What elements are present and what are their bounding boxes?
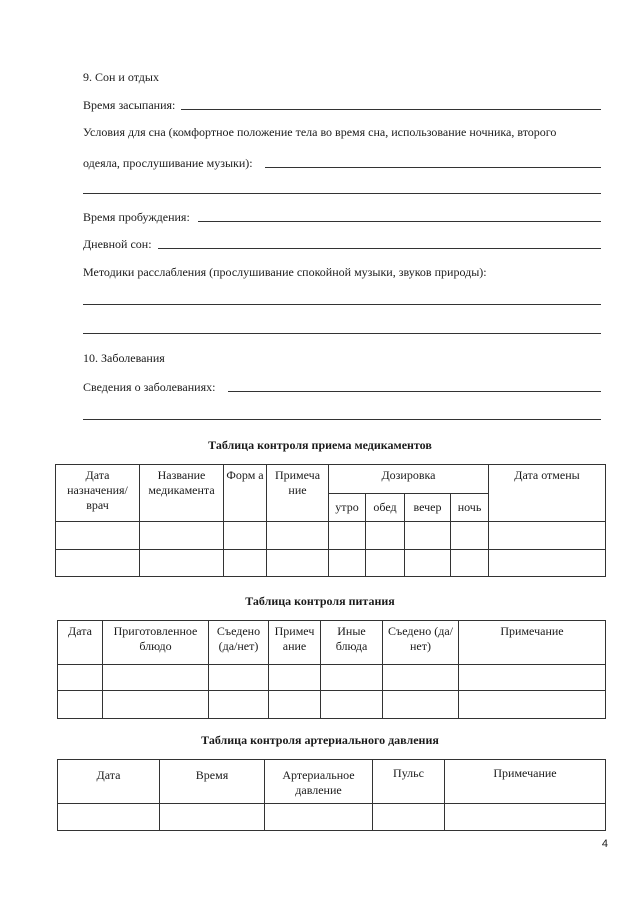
table-cell[interactable] <box>269 665 321 691</box>
day-sleep-field[interactable] <box>158 248 601 249</box>
table-cell[interactable] <box>58 665 103 691</box>
medications-table-title: Таблица контроля приема медикаментов <box>208 438 432 452</box>
table-cell[interactable] <box>321 691 383 719</box>
table-cell[interactable] <box>373 804 445 831</box>
table-cell[interactable] <box>267 522 329 550</box>
medications-table <box>55 464 606 577</box>
table-cell[interactable] <box>366 550 405 577</box>
diseases-field[interactable] <box>228 391 601 392</box>
sleep-conditions-label-cont: одеяла, прослушивание музыки): <box>83 156 253 170</box>
section-9-heading: 9. Сон и отдых <box>83 70 159 84</box>
col-cancel-date: Дата отмены <box>489 465 606 522</box>
sleep-time-field[interactable] <box>181 109 601 110</box>
col-dosage-morning: утро <box>329 494 366 522</box>
table-cell[interactable] <box>329 522 366 550</box>
sleep-time-label: Время засыпания: <box>83 98 176 112</box>
col-prescription-date: Дата назначения/ врач <box>56 465 140 522</box>
table-cell[interactable] <box>329 550 366 577</box>
table-cell[interactable] <box>160 804 265 831</box>
table-cell[interactable] <box>209 691 269 719</box>
table-cell[interactable] <box>265 804 373 831</box>
col-other-dishes: Иные блюда <box>321 621 383 665</box>
table-cell[interactable] <box>56 522 140 550</box>
table-row <box>58 665 606 691</box>
table-row <box>56 550 606 577</box>
table-cell[interactable] <box>140 550 224 577</box>
table-cell[interactable] <box>366 522 405 550</box>
wake-time-label: Время пробуждения: <box>83 210 190 224</box>
day-sleep-label: Дневной сон: <box>83 237 152 251</box>
section-10-heading: 10. Заболевания <box>83 351 165 365</box>
table-cell[interactable] <box>405 522 451 550</box>
table-cell[interactable] <box>459 665 606 691</box>
col-pulse: Пульс <box>373 760 445 804</box>
nutrition-table <box>57 620 606 719</box>
diseases-label: Сведения о заболеваниях: <box>83 380 216 394</box>
nutrition-table-title: Таблица контроля питания <box>245 594 395 608</box>
relaxation-label: Методики расслабления (прослушивание спокойной музыки, звуков природы): <box>83 265 487 279</box>
table-cell[interactable] <box>451 522 489 550</box>
table-cell[interactable] <box>383 665 459 691</box>
table-cell[interactable] <box>103 665 209 691</box>
col-date: Дата <box>58 760 160 804</box>
sleep-conditions-field[interactable] <box>265 167 601 168</box>
col-date: Дата <box>58 621 103 665</box>
col-prepared-dish: Приготовленное блюдо <box>103 621 209 665</box>
wake-time-field[interactable] <box>198 221 601 222</box>
col-time: Время <box>160 760 265 804</box>
table-cell[interactable] <box>405 550 451 577</box>
col-note: Примеча ние <box>267 465 329 522</box>
col-remarks: Примечание <box>445 760 606 804</box>
col-medication-name: Название медикамента <box>140 465 224 522</box>
col-remarks: Примечание <box>459 621 606 665</box>
col-eaten: Съедено (да/нет) <box>209 621 269 665</box>
col-form: Форм а <box>224 465 267 522</box>
pressure-table-title: Таблица контроля артериального давления <box>201 733 439 747</box>
pressure-table <box>57 759 606 831</box>
col-blood-pressure: Артериальное давление <box>265 760 373 804</box>
relaxation-field-line2[interactable] <box>83 333 601 334</box>
table-cell[interactable] <box>445 804 606 831</box>
table-cell[interactable] <box>267 550 329 577</box>
col-dosage-night: ночь <box>451 494 489 522</box>
table-cell[interactable] <box>58 691 103 719</box>
table-cell[interactable] <box>451 550 489 577</box>
col-dosage: Дозировка <box>329 465 489 494</box>
table-cell[interactable] <box>56 550 140 577</box>
col-dosage-lunch: обед <box>366 494 405 522</box>
table-cell[interactable] <box>58 804 160 831</box>
table-row <box>58 804 606 831</box>
sleep-conditions-field-line2[interactable] <box>83 193 601 194</box>
table-row <box>56 522 606 550</box>
table-cell[interactable] <box>459 691 606 719</box>
table-cell[interactable] <box>224 522 267 550</box>
col-other-eaten: Съедено (да/нет) <box>383 621 459 665</box>
diseases-field-line2[interactable] <box>83 419 601 420</box>
table-cell[interactable] <box>489 550 606 577</box>
table-cell[interactable] <box>224 550 267 577</box>
table-cell[interactable] <box>103 691 209 719</box>
page-number: 4 <box>601 838 608 850</box>
table-cell[interactable] <box>321 665 383 691</box>
table-cell[interactable] <box>140 522 224 550</box>
sleep-conditions-label: Условия для сна (комфортное положение тела во время сна, использование ночника, второго <box>83 125 557 139</box>
col-note: Примеч ание <box>269 621 321 665</box>
table-cell[interactable] <box>209 665 269 691</box>
table-row <box>58 691 606 719</box>
table-cell[interactable] <box>269 691 321 719</box>
table-cell[interactable] <box>383 691 459 719</box>
table-cell[interactable] <box>489 522 606 550</box>
relaxation-field-line1[interactable] <box>83 304 601 305</box>
col-dosage-evening: вечер <box>405 494 451 522</box>
